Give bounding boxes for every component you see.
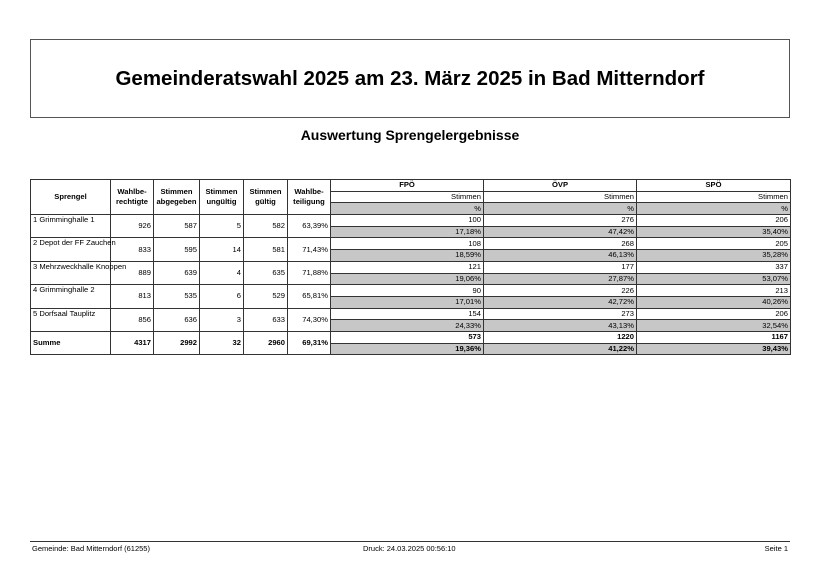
- col-wahlberechtigte: Wahlbe- rechtigte: [111, 180, 154, 215]
- sum-label: Summe: [31, 331, 111, 354]
- ungueltig-cell: 5: [200, 215, 244, 238]
- ungueltig-cell: 6: [200, 285, 244, 308]
- district-row: [31, 215, 791, 227]
- beteiligung-cell: 74,30%: [288, 308, 331, 331]
- party-pct-cell: 19,36%: [331, 343, 484, 355]
- subheader-pct: %: [637, 203, 791, 215]
- wahlberechtigte-cell: 813: [111, 285, 154, 308]
- footer-seite: Seite 1: [764, 544, 788, 553]
- party-votes-cell: 206: [637, 308, 791, 320]
- party-votes-cell: 206: [637, 215, 791, 227]
- sum-row: [31, 331, 791, 343]
- title-box: [30, 39, 790, 118]
- party-header: ÖVP: [484, 180, 637, 192]
- abgegeben-cell: 2992: [154, 331, 200, 354]
- abgegeben-cell: 636: [154, 308, 200, 331]
- party-pct-cell: 41,22%: [484, 343, 637, 355]
- district-name: 4 Grimminghalle 2: [31, 285, 111, 308]
- party-votes-cell: 573: [331, 331, 484, 343]
- party-votes-cell: 1220: [484, 331, 637, 343]
- subheader-votes: Stimmen: [637, 191, 791, 203]
- abgegeben-cell: 587: [154, 215, 200, 238]
- beteiligung-cell: 71,88%: [288, 261, 331, 284]
- subheader-votes: Stimmen: [484, 191, 637, 203]
- page-subtitle: Auswertung Sprengelergebnisse: [300, 127, 520, 143]
- col-sprengel: Sprengel: [31, 180, 111, 215]
- col-gueltig: Stimmen gültig: [244, 180, 288, 215]
- party-header: SPÖ: [637, 180, 791, 192]
- footer-divider: [30, 541, 790, 542]
- beteiligung-cell: 65,81%: [288, 285, 331, 308]
- col-beteiligung: Wahlbe- teiligung: [288, 180, 331, 215]
- party-votes-cell: 177: [484, 261, 637, 273]
- district-name: 1 Grimminghalle 1: [31, 215, 111, 238]
- party-votes-cell: 90: [331, 285, 484, 297]
- gueltig-cell: 529: [244, 285, 288, 308]
- party-pct-cell: 17,18%: [331, 226, 484, 238]
- gueltig-cell: 633: [244, 308, 288, 331]
- district-name: 3 Mehrzweckhalle Knoppen: [31, 261, 111, 284]
- beteiligung-cell: 71,43%: [288, 238, 331, 261]
- abgegeben-cell: 595: [154, 238, 200, 261]
- wahlberechtigte-cell: 889: [111, 261, 154, 284]
- district-row: [31, 285, 791, 297]
- party-votes-cell: 273: [484, 308, 637, 320]
- district-row: [31, 308, 791, 320]
- party-pct-cell: 43,13%: [484, 320, 637, 332]
- party-pct-cell: 17,01%: [331, 296, 484, 308]
- abgegeben-cell: 639: [154, 261, 200, 284]
- party-pct-cell: 53,07%: [637, 273, 791, 285]
- district-row: [31, 261, 791, 273]
- gueltig-cell: 2960: [244, 331, 288, 354]
- party-pct-cell: 24,33%: [331, 320, 484, 332]
- party-header: FPÖ: [331, 180, 484, 192]
- wahlberechtigte-cell: 833: [111, 238, 154, 261]
- party-votes-cell: 108: [331, 238, 484, 250]
- wahlberechtigte-cell: 926: [111, 215, 154, 238]
- party-votes-cell: 121: [331, 261, 484, 273]
- ungueltig-cell: 32: [200, 331, 244, 354]
- party-pct-cell: 32,54%: [637, 320, 791, 332]
- gueltig-cell: 582: [244, 215, 288, 238]
- subheader-pct: %: [484, 203, 637, 215]
- footer-druck: Druck: 24.03.2025 00:56:10: [363, 544, 456, 553]
- district-row: [31, 238, 791, 250]
- page-title: Gemeinderatswahl 2025 am 23. März 2025 in Bad Mitterndorf: [115, 66, 705, 90]
- party-votes-cell: 268: [484, 238, 637, 250]
- beteiligung-cell: 63,39%: [288, 215, 331, 238]
- party-pct-cell: 27,87%: [484, 273, 637, 285]
- ungueltig-cell: 14: [200, 238, 244, 261]
- ungueltig-cell: 3: [200, 308, 244, 331]
- party-pct-cell: 46,13%: [484, 250, 637, 262]
- col-ungueltig: Stimmen ungültig: [200, 180, 244, 215]
- header-row: [31, 180, 791, 192]
- party-pct-cell: 18,59%: [331, 250, 484, 262]
- gueltig-cell: 581: [244, 238, 288, 261]
- party-pct-cell: 35,40%: [637, 226, 791, 238]
- party-votes-cell: 154: [331, 308, 484, 320]
- wahlberechtigte-cell: 4317: [111, 331, 154, 354]
- gueltig-cell: 635: [244, 261, 288, 284]
- party-votes-cell: 226: [484, 285, 637, 297]
- party-votes-cell: 205: [637, 238, 791, 250]
- district-name: 5 Dorfsaal Tauplitz: [31, 308, 111, 331]
- party-pct-cell: 19,06%: [331, 273, 484, 285]
- party-pct-cell: 40,26%: [637, 296, 791, 308]
- party-pct-cell: 47,42%: [484, 226, 637, 238]
- district-name: 2 Depot der FF Zauchen: [31, 238, 111, 261]
- col-abgegeben: Stimmen abgegeben: [154, 180, 200, 215]
- party-pct-cell: 42,72%: [484, 296, 637, 308]
- subheader-votes: Stimmen: [331, 191, 484, 203]
- beteiligung-cell: 69,31%: [288, 331, 331, 354]
- footer-gemeinde: Gemeinde: Bad Mitterndorf (61255): [32, 544, 150, 553]
- abgegeben-cell: 535: [154, 285, 200, 308]
- party-votes-cell: 337: [637, 261, 791, 273]
- ungueltig-cell: 4: [200, 261, 244, 284]
- party-votes-cell: 100: [331, 215, 484, 227]
- wahlberechtigte-cell: 856: [111, 308, 154, 331]
- party-pct-cell: 39,43%: [637, 343, 791, 355]
- party-votes-cell: 276: [484, 215, 637, 227]
- party-pct-cell: 35,28%: [637, 250, 791, 262]
- subheader-pct: %: [331, 203, 484, 215]
- party-votes-cell: 213: [637, 285, 791, 297]
- results-table: [30, 179, 791, 355]
- party-votes-cell: 1167: [637, 331, 791, 343]
